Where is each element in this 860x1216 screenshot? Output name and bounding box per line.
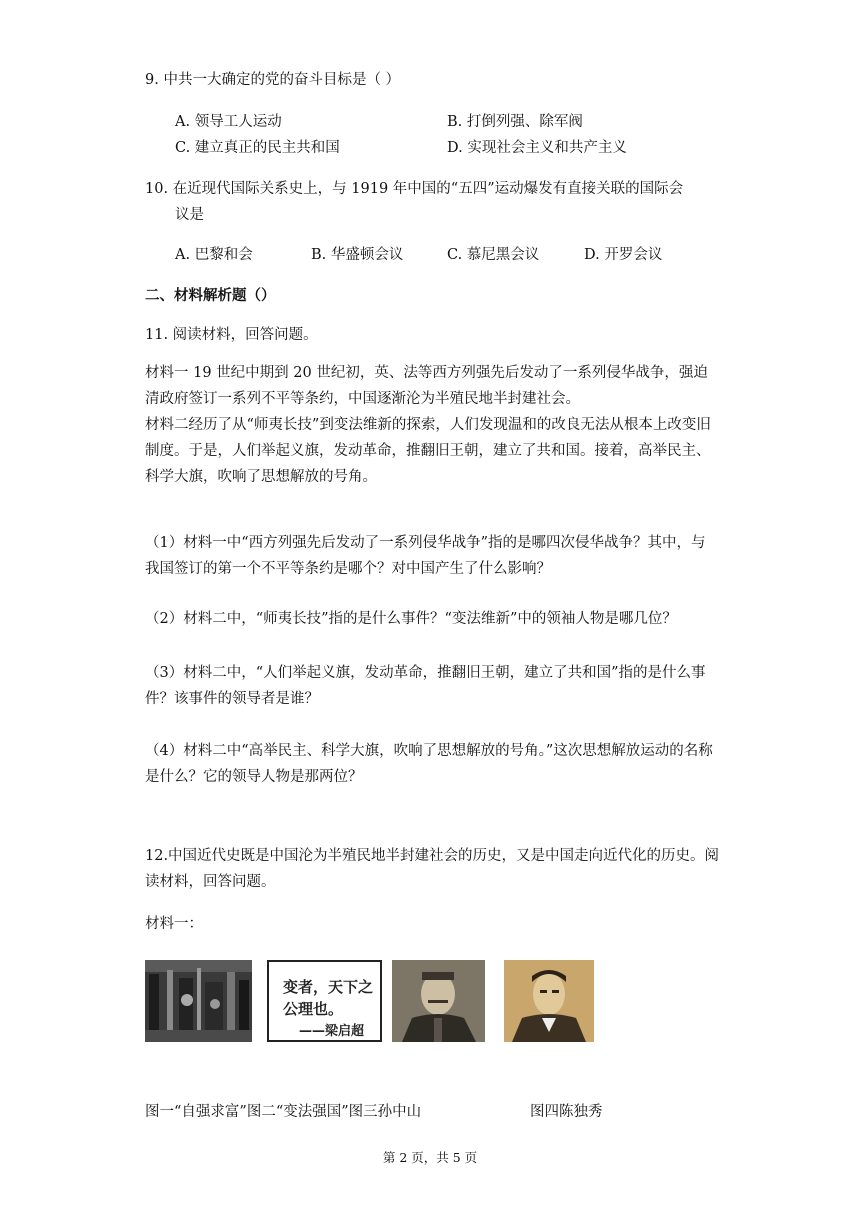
quote-line2: 公理也。 (283, 1000, 344, 1018)
q9-option-d: D. 实现社会主义和共产主义 (447, 140, 627, 156)
q11-sub3: （3）材料二中，“人们举起义旗，发动革命，推翻旧王朝，建立了共和国”指的是什么事件？该事件的领导者是谁？ (145, 665, 706, 707)
portrait-chen-duxiu (504, 960, 594, 1042)
q11-intro: 11. 阅读材料，回答问题。 (145, 327, 318, 343)
q11-material2: 材料二经历了从“师夷长技”到变法维新的探索，人们发现温和的改良无法从根本上改变旧制度。于是，人们举起义旗，发动革命，推翻旧王朝，建立了共和国。接着，高举民主、科学大旗，吹响了思想解放的号角。 (145, 417, 711, 485)
portrait-sun-zhongshan-image (392, 960, 485, 1042)
q11-material1: 材料一 19 世纪中期到 20 世纪初，英、法等西方列强先后发动了一系列侵华战争，强迫清政府签订一系列不平等条约，中国逐渐沦为半殖民地半封建社会。 (145, 365, 708, 407)
q10-option-a: A. 巴黎和会 (175, 247, 253, 263)
q12-material1-label: 材料一： (145, 916, 203, 932)
q10-stem-line1: 10. 在近现代国际关系史上，与 1919 年中国的“五四”运动爆发有直接关联的国际会 (145, 181, 684, 197)
q9-option-c: C. 建立真正的民主共和国 (175, 140, 340, 156)
q12-stem: 12.中国近代史既是中国沦为半殖民地半封建社会的历史，又是中国走向近代化的历史。阅读材料，回答问题。 (145, 848, 720, 890)
q12-caption-left: 图一“自强求富”图二“变法强国”图三孙中山 (145, 1104, 422, 1120)
q10-option-d: D. 开罗会议 (584, 247, 663, 263)
portrait-sun-zhongshan (392, 960, 485, 1042)
q10-option-c: C. 慕尼黑会议 (447, 247, 540, 263)
page-footer: 第 2 页，共 5 页 (382, 1150, 478, 1165)
q9-option-a: A. 领导工人运动 (175, 114, 282, 130)
q9-stem: 9. 中共一大确定的党的奋斗目标是（ ） (145, 72, 401, 88)
q12-caption-right: 图四陈独秀 (530, 1104, 603, 1120)
q9-option-b: B. 打倒列强、除军阀 (447, 114, 583, 130)
quote-author: ——梁启超 (299, 1024, 365, 1039)
section2-title: 二、材料解析题（） (145, 287, 276, 304)
q11-sub2: （2）材料二中，“师夷长技”指的是什么事件？“变法维新”中的领袖人物是哪几位？ (145, 611, 677, 627)
q10-option-b: B. 华盛顿会议 (311, 247, 404, 263)
photo-self-strengthening (145, 960, 252, 1042)
quote-line1: 变者，天下之 (283, 978, 374, 996)
portrait-chen-duxiu-image (504, 960, 594, 1042)
quote-card-liang-qichao (267, 960, 382, 1042)
photo-self-strengthening-image (145, 960, 252, 1042)
q11-sub4: （4）材料二中“高举民主、科学大旗，吹响了思想解放的号角。”这次思想解放运动的名称是什么？它的领导人物是那两位？ (145, 743, 713, 785)
q11-sub1: （1）材料一中“西方列强先后发动了一系列侵华战争”指的是哪四次侵华战争？其中，与我国签订的第一个不平等条约是哪个？对中国产生了什么影响？ (145, 535, 706, 577)
q10-stem-line2: 议是 (175, 207, 204, 223)
